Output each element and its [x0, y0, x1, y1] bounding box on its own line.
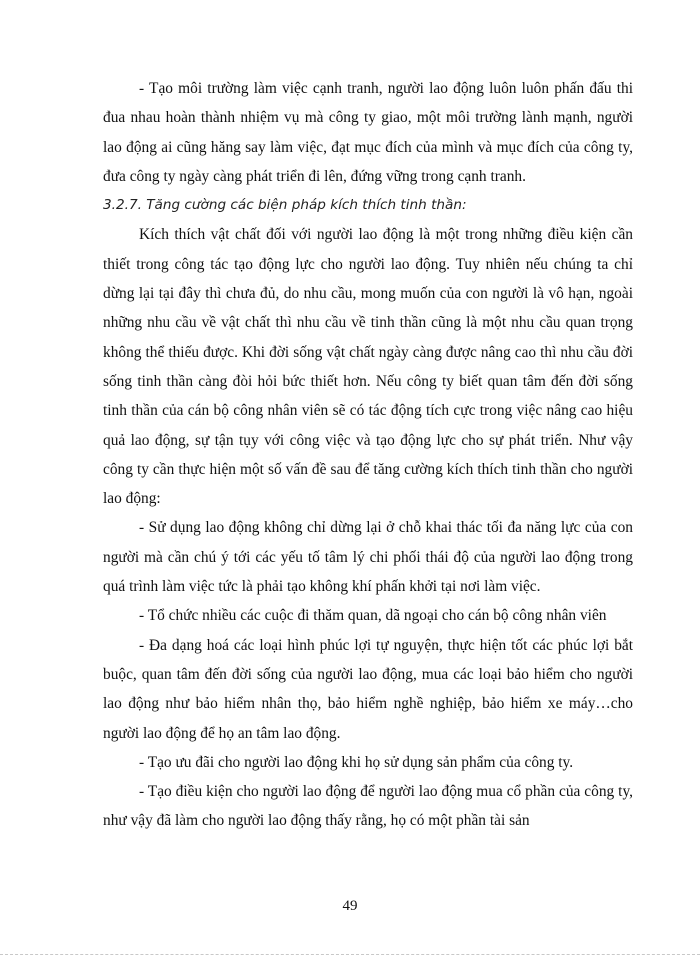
page-number: 49 [342, 898, 358, 914]
section-heading: 3.2.7. Tăng cường các biện pháp kích thích tinh thần: [103, 197, 467, 214]
paragraph-work-atmosphere: - Sử dụng lao động không chỉ dừng lại ở chỗ khai thác tối đa năng lực của con người mà cần chú ý tới các yếu tố tâm lý chi phối thái độ của người lao động trong quá trình làm việc tức là phải tạo không khí phấn khởi tại nơi làm việc. [103, 519, 633, 596]
paragraph-shares: - Tạo điều kiện cho người lao động để người lao động mua cổ phần của công ty, như vậy đã làm cho người lao động thấy rằng, họ có một phần tài sản [103, 783, 633, 830]
page-body [103, 74, 633, 836]
paragraph-product-incentives: - Tạo ưu đãi cho người lao động khi họ sử dụng sản phẩm của công ty. [139, 753, 574, 771]
paragraph-welfare: - Đa dạng hoá các loại hình phúc lợi tự nguyện, thực hiện tốt các phúc lợi bắt buộc, quan tâm đến đời sống của người lao động, mua các loại bảo hiểm cho người lao động như bảo hiểm nhân thọ, bảo hiểm nghề nghiệp, bảo hiểm xe máy…cho người lao động để họ an tâm lao động. [103, 636, 633, 742]
page-bottom-divider [0, 954, 700, 955]
paragraph-competition: - Tạo môi trường làm việc cạnh tranh, người lao động luôn luôn phấn đấu thi đua nhau hoàn thành nhiệm vụ mà công ty giao, một môi trường lành mạnh, người lao động ai cũng hăng say làm việc, đạt mục đích của mình và mục đích của công ty, đưa công ty ngày càng phát triển đi lên, đứng vững trong cạnh tranh. [103, 80, 633, 185]
paragraph-excursions: - Tổ chức nhiều các cuộc đi thăm quan, dã ngoại cho cán bộ công nhân viên [139, 607, 607, 625]
paragraph-spiritual-motivation: Kích thích vật chất đối với người lao động là một trong những điều kiện cần thiết trong công tác tạo động lực cho người lao động. Tuy nhiên nếu chúng ta chỉ dừng lại tại đây thì chưa đủ, do nhu cầu, mong muốn của con người là vô hạn, ngoài những nhu cầu về vật chất thì nhu cầu về tinh thần cũng là một nhu cầu quan trọng không thể thiếu được. Khi đời sống vật chất ngày càng được nâng cao thì nhu cầu đời sống tinh thần càng đòi hỏi bức thiết hơn. Nếu công ty biết quan tâm đến đời sống tinh thần của cán bộ công nhân viên sẽ có tác động tích cực trong việc nâng cao hiệu quả lao động, sự tận tụy với công việc và tạo động lực cho sự phát triển. Như vậy công ty cần thực hiện một số vấn đề sau để tăng cường kích thích tinh thần cho người lao động: [103, 226, 633, 508]
